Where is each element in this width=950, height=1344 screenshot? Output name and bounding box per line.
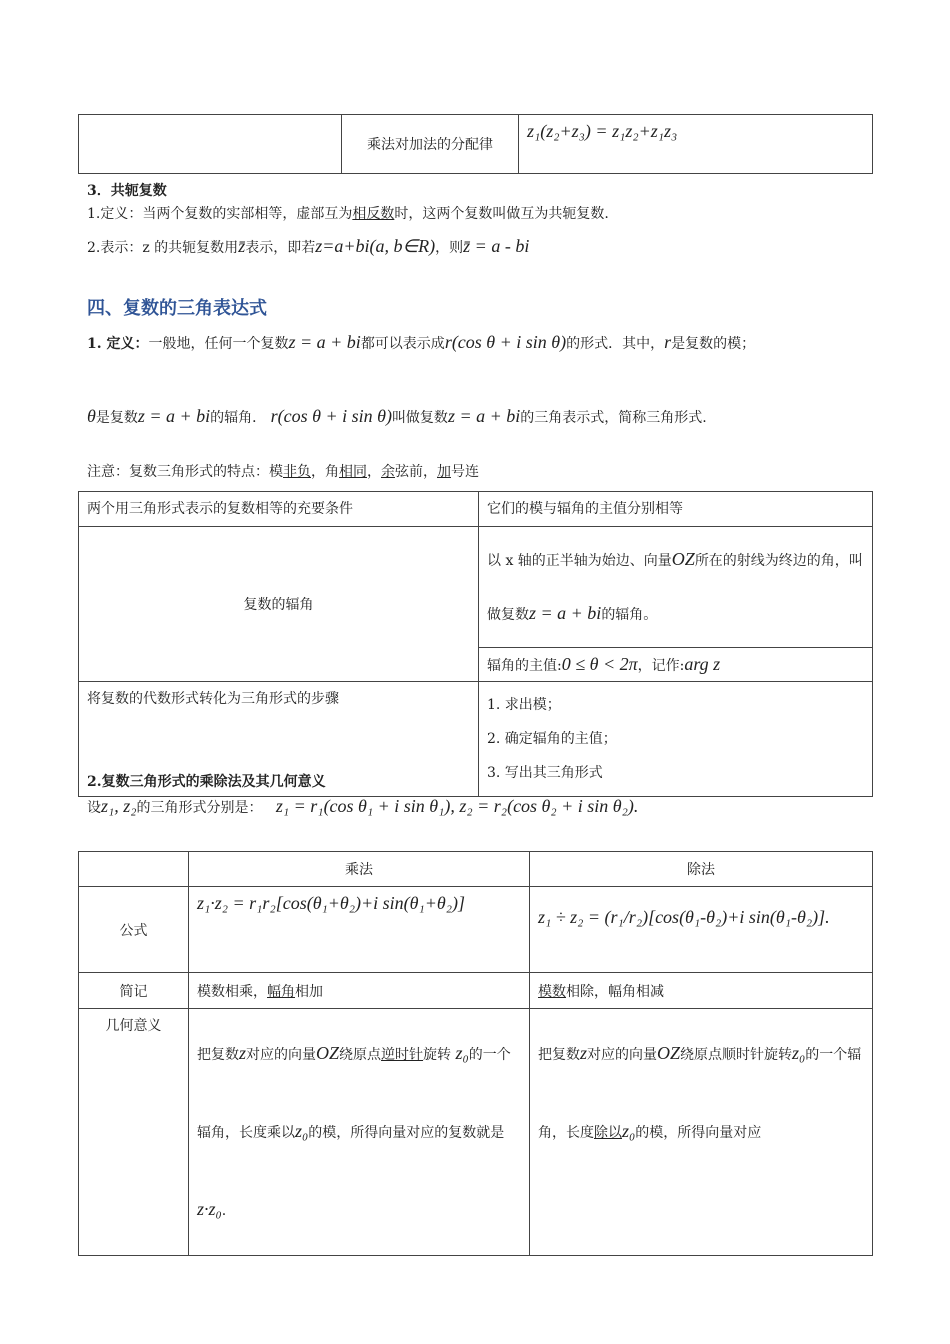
section-trig-title: 四、复数的三角表达式: [87, 298, 267, 319]
multiplication-summary: 模数相乘，幅角相加: [189, 973, 530, 1009]
properties-table: [78, 114, 873, 174]
argument-label: 复数的辐角: [79, 527, 479, 682]
row-geometric-label: 几何意义: [79, 1009, 189, 1256]
conversion-steps-label: 将复数的代数形式转化为三角形式的步骤: [79, 682, 479, 797]
multiplication-geometric-meaning: 把复数z对应的向量OZ绕原点逆时针旋转 z₀的一个辐角，长度乘以z₀的模，所得向量对应的复数就是z·z₀.: [189, 1009, 530, 1256]
section-mult-div-title: 2.复数三角形式的乘除法及其几何意义: [87, 774, 326, 790]
trig-definition: 1. 定义：一般地，任何一个复数z = a + bi都可以表示成r(cos θ + i sin θ)的形式．其中，r是复数的模；: [87, 332, 756, 352]
multiplication-formula: z₁·z₂ = r₁r₂[cos(θ₁+θ₂)+i sin(θ₁+θ₂)]: [189, 887, 530, 973]
header-multiplication: 乘法: [189, 852, 530, 887]
distributive-law-label: 乘法对加法的分配律: [342, 115, 519, 174]
argument-definition: θ是复数z = a + bi的辐角． r(cos θ + i sin θ)叫做复数z = a + bi的三角表示式，简称三角形式.: [87, 406, 707, 426]
row-summary-label: 简记: [79, 973, 189, 1009]
trig-form-note: 注意：复数三角形式的特点：模非负，角相同，余弦前，加号连: [87, 464, 479, 480]
division-geometric-meaning: 把复数z对应的向量OZ绕原点顺时针旋转z₀的一个辐角，长度除以z₀的模，所得向量对应: [530, 1009, 873, 1256]
mult-div-table: [78, 851, 873, 1256]
conjugate-definition: 1.定义：当两个复数的实部相等，虚部互为相反数时，这两个复数叫做互为共轭复数.: [87, 206, 609, 222]
principal-value-cell: 辐角的主值:0 ≤ θ < 2π，记作:arg z: [479, 648, 873, 682]
header-division: 除法: [530, 852, 873, 887]
division-formula: z₁ ÷ z₂ = (r₁/r₂)[cos(θ₁-θ₂)+i sin(θ₁-θ₂)].: [530, 887, 873, 973]
conversion-steps: 1. 求出模； 2. 确定辐角的主值； 3. 写出其三角形式: [479, 682, 873, 797]
equality-condition-value: 它们的模与辐角的主值分别相等: [479, 492, 873, 527]
section-conjugate-title: 3．共轭复数: [87, 183, 167, 199]
division-summary: 模数相除，幅角相减: [530, 973, 873, 1009]
trig-forms-given: 设z₁, z₂的三角形式分别是： z₁ = r₁(cos θ₁ + i sin θ₁), z₂ = r₂(cos θ₂ + i sin θ₂).: [87, 796, 639, 816]
argument-definition-cell: 以 x 轴的正半轴为始边、向量OZ所在的射线为终边的角，叫做复数z = a + bi的辐角。: [479, 527, 873, 648]
conjugate-representation: 2.表示：z 的共轭复数用z̄表示，即若z=a+bi(a, b∈R)，则z̄ = a - bi: [87, 236, 530, 256]
distributive-law-formula: z₁(z₂+z₃) = z₁z₂+z₁z₃: [519, 115, 873, 174]
row-formula-label: 公式: [79, 887, 189, 973]
equality-condition-label: 两个用三角形式表示的复数相等的充要条件: [79, 492, 479, 527]
trig-form-table: [78, 491, 873, 797]
